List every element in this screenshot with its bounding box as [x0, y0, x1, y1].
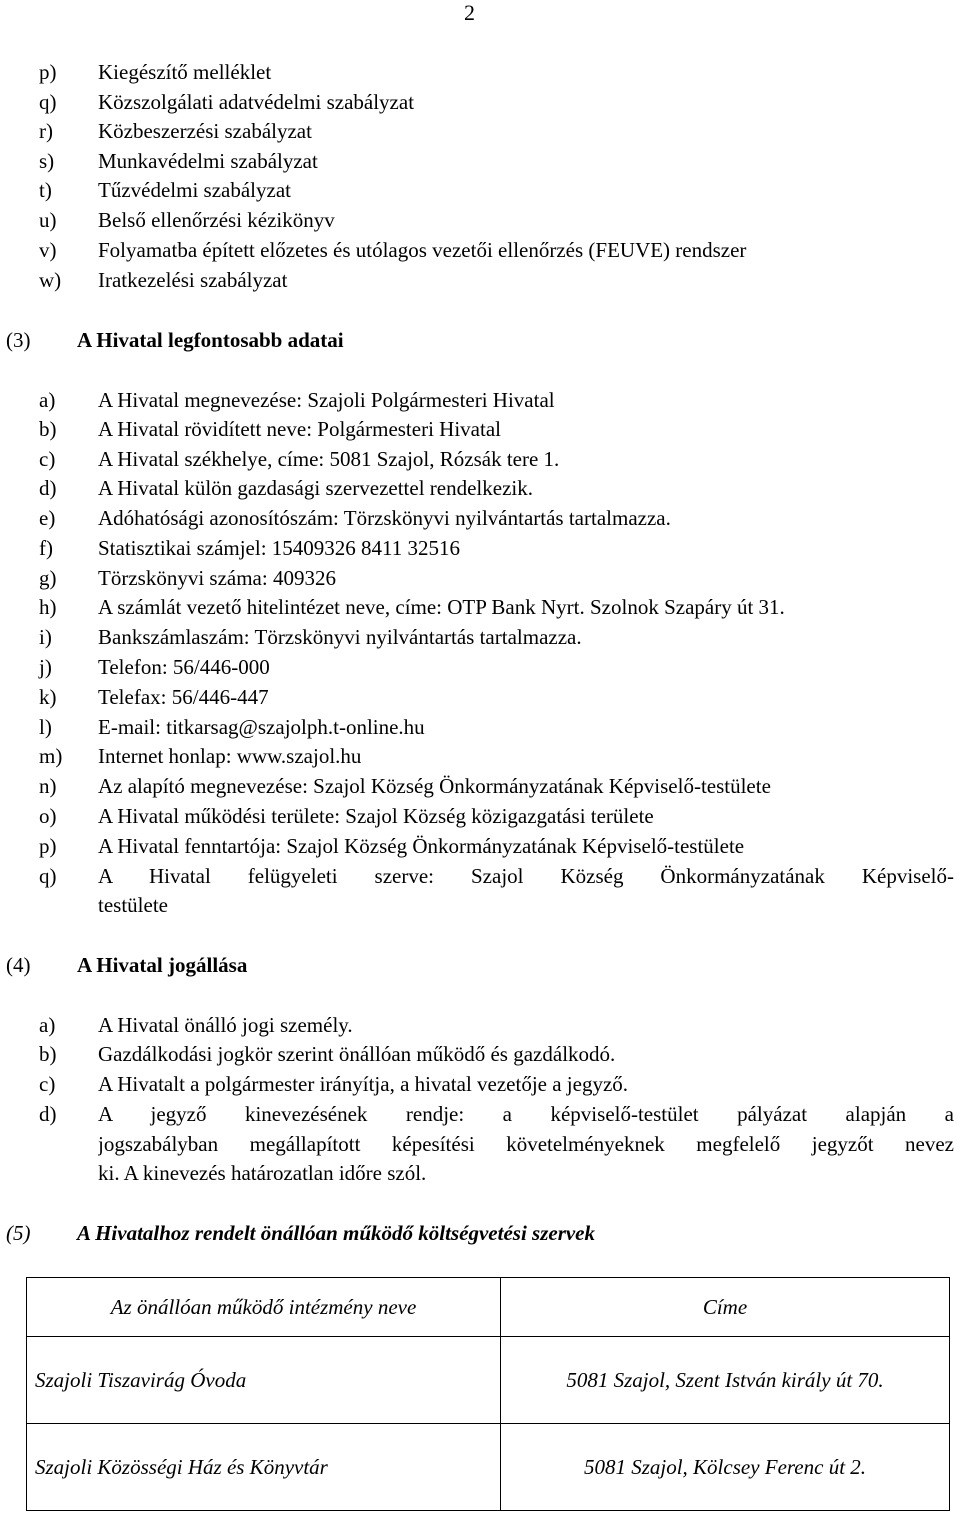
- list-item: [0, 1041, 960, 1067]
- list-item: [0, 654, 960, 680]
- list-item: [0, 446, 960, 472]
- list-item: [0, 89, 960, 115]
- cell-name: Szajoli Tiszavirág Óvoda: [27, 1337, 501, 1424]
- item-label: d): [39, 476, 57, 500]
- item-text: A Hivatal működési területe: Szajol Község közigazgatási területe: [98, 804, 654, 828]
- list-item: [0, 594, 960, 620]
- list-item-continuation: [0, 1160, 960, 1186]
- list-item: [0, 803, 960, 829]
- item-label: a): [39, 388, 56, 412]
- item-text: A jegyző kinevezésének rendje: a képviselő-testület pályázat alapján a: [98, 1102, 954, 1126]
- institutions-table: [26, 1277, 950, 1511]
- item-label: d): [39, 1102, 57, 1126]
- item-label: c): [39, 447, 56, 471]
- list-item: [0, 624, 960, 650]
- item-text: A Hivatal külön gazdasági szervezettel rendelkezik.: [98, 476, 533, 500]
- list-item: [0, 207, 960, 233]
- item-text: Adóhatósági azonosítószám: Törzskönyvi nyilvántartás tartalmazza.: [98, 506, 671, 530]
- list-item: [0, 714, 960, 740]
- item-text: jogszabályban megállapított képesítési követelményeknek megfelelő jegyzőt nevez: [98, 1132, 954, 1156]
- section-number: (4): [6, 953, 31, 977]
- item-text: testülete: [98, 893, 168, 917]
- cell-name: Szajoli Közösségi Ház és Könyvtár: [27, 1424, 501, 1511]
- section-title: A Hivatal jogállása: [77, 953, 248, 977]
- item-text: Internet honlap: www.szajol.hu: [98, 744, 362, 768]
- list-item: [0, 863, 960, 889]
- list-item: [0, 1101, 960, 1127]
- list-item: [0, 237, 960, 263]
- item-label: p): [39, 60, 57, 84]
- item-text: Folyamatba épített előzetes és utólagos vezetői ellenőrzés (FEUVE) rendszer: [98, 238, 747, 262]
- list-item: [0, 387, 960, 413]
- table-row: [27, 1337, 950, 1424]
- item-label: n): [39, 774, 57, 798]
- item-text: A Hivatalt a polgármester irányítja, a hivatal vezetője a jegyző.: [98, 1072, 629, 1096]
- table-header-row: [27, 1278, 950, 1337]
- section-title: A Hivatalhoz rendelt önállóan működő költségvetési szervek: [77, 1221, 596, 1245]
- list-item: [0, 1012, 960, 1038]
- list-item: [0, 118, 960, 144]
- cell-address: 5081 Szajol, Kölcsey Ferenc út 2.: [501, 1424, 950, 1511]
- item-text: Statisztikai számjel: 15409326 8411 32516: [98, 536, 461, 560]
- item-text: Iratkezelési szabályzat: [98, 268, 288, 292]
- list-item-continuation: [0, 1131, 960, 1157]
- list-item: [0, 416, 960, 442]
- section-number: (3): [6, 328, 31, 352]
- list-item: [0, 833, 960, 859]
- item-label: a): [39, 1013, 56, 1037]
- item-label: v): [39, 238, 57, 262]
- item-text: A Hivatal rövidített neve: Polgármesteri Hivatal: [98, 417, 501, 441]
- item-text: A Hivatal megnevezése: Szajoli Polgármesteri Hivatal: [98, 388, 555, 412]
- list-item: [0, 505, 960, 531]
- item-text: Tűzvédelmi szabályzat: [98, 178, 291, 202]
- list-item: [0, 1071, 960, 1097]
- item-label: g): [39, 566, 57, 590]
- item-text: Belső ellenőrzési kézikönyv: [98, 208, 335, 232]
- list-item-continuation: [0, 892, 960, 918]
- item-text: A Hivatal székhelye, címe: 5081 Szajol, Rózsák tere 1.: [98, 447, 560, 471]
- item-label: k): [39, 685, 57, 709]
- list-item: [0, 743, 960, 769]
- item-text: A Hivatal önálló jogi személy.: [98, 1013, 353, 1037]
- cell-address: 5081 Szajol, Szent István király út 70.: [501, 1337, 950, 1424]
- item-label: c): [39, 1072, 56, 1096]
- item-text: Közbeszerzési szabályzat: [98, 119, 312, 143]
- table-row: [27, 1424, 950, 1511]
- item-text: A Hivatal fenntartója: Szajol Község Önkormányzatának Képviselő-testülete: [98, 834, 745, 858]
- item-text: E-mail: titkarsag@szajolph.t-online.hu: [98, 715, 425, 739]
- section-title: A Hivatal legfontosabb adatai: [77, 328, 344, 352]
- item-label: j): [39, 655, 52, 679]
- list-item: [0, 148, 960, 174]
- item-label: r): [39, 119, 53, 143]
- item-label: o): [39, 804, 57, 828]
- column-header-address: Címe: [501, 1278, 950, 1337]
- list-item: [0, 59, 960, 85]
- item-text: Bankszámlaszám: Törzskönyvi nyilvántartás tartalmazza.: [98, 625, 582, 649]
- list-item: [0, 565, 960, 591]
- item-text: Törzskönyvi száma: 409326: [98, 566, 336, 590]
- item-label: b): [39, 1042, 57, 1066]
- item-text: Munkavédelmi szabályzat: [98, 149, 318, 173]
- item-text: Telefon: 56/446-000: [98, 655, 270, 679]
- list-item: [0, 773, 960, 799]
- item-label: m): [39, 744, 63, 768]
- item-label: i): [39, 625, 52, 649]
- item-text: Gazdálkodási jogkör szerint önállóan működő és gazdálkodó.: [98, 1042, 616, 1066]
- section-number: (5): [6, 1221, 31, 1245]
- item-text: Közszolgálati adatvédelmi szabályzat: [98, 90, 415, 114]
- item-label: t): [39, 178, 52, 202]
- item-label: q): [39, 864, 57, 888]
- item-label: s): [39, 149, 55, 173]
- item-text: ki. A kinevezés határozatlan időre szól.: [98, 1161, 427, 1185]
- item-text: Telefax: 56/446-447: [98, 685, 269, 709]
- item-text: Az alapító megnevezése: Szajol Község Önkormányzatának Képviselő-testülete: [98, 774, 771, 798]
- list-item: [0, 684, 960, 710]
- item-label: b): [39, 417, 57, 441]
- item-label: u): [39, 208, 57, 232]
- item-label: e): [39, 506, 56, 530]
- list-item: [0, 267, 960, 293]
- list-item: [0, 535, 960, 561]
- item-text: A Hivatal felügyeleti szerve: Szajol Község Önkormányzatának Képviselő-: [98, 864, 954, 888]
- item-label: w): [39, 268, 62, 292]
- item-text: A számlát vezető hitelintézet neve, címe: OTP Bank Nyrt. Szolnok Szapáry út 31.: [98, 595, 785, 619]
- item-label: q): [39, 90, 57, 114]
- list-item: [0, 177, 960, 203]
- item-label: f): [39, 536, 53, 560]
- page-number: 2: [464, 0, 475, 25]
- column-header-name: Az önállóan működő intézmény neve: [27, 1278, 501, 1337]
- item-label: p): [39, 834, 57, 858]
- item-label: h): [39, 595, 57, 619]
- item-text: Kiegészítő melléklet: [98, 60, 272, 84]
- item-label: l): [39, 715, 52, 739]
- list-item: [0, 475, 960, 501]
